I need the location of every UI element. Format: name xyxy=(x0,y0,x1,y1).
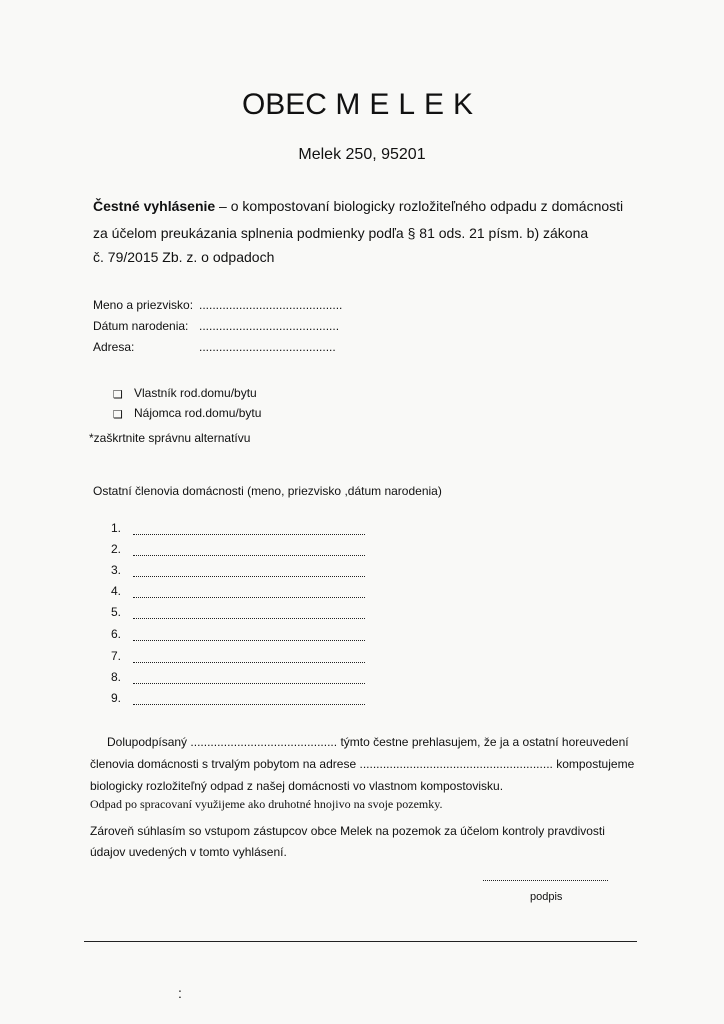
field-address-label: Adresa: xyxy=(93,340,135,354)
members-title: Ostatní členovia domácnosti (meno, priezvisko ,dátum narodenia) xyxy=(93,484,442,498)
municipality-address: Melek 250, 95201 xyxy=(298,146,426,163)
member-number: 5. xyxy=(111,605,122,619)
member-number: 1. xyxy=(111,521,122,535)
field-name-label: Meno a priezvisko: xyxy=(93,298,194,312)
declaration-line2: za účelom preukázania splnenia podmienky podľa § 81 ods. 21 písm. b) zákona xyxy=(93,225,589,241)
statement-line3: biologicky rozložiteľný odpad z našej domácnosti vo vlastnom kompostovisku. xyxy=(90,779,504,793)
signature-label: podpis xyxy=(530,891,563,903)
checkbox-owner-label: Vlastník rod.domu/bytu xyxy=(134,386,257,400)
title-municipality-name: MELEK xyxy=(335,88,483,121)
member-line[interactable] xyxy=(133,576,365,577)
divider xyxy=(84,941,637,942)
member-line[interactable] xyxy=(133,662,365,663)
statement-line5: Zároveň súhlasím so vstupom zástupcov obce Melek na pozemok za účelom kontroly pravdivosti xyxy=(90,824,605,838)
statement-text: týmto čestne prehlasujem, že ja a ostatní horeuvedení xyxy=(340,735,629,749)
footer-mark: : xyxy=(178,985,182,1001)
member-number: 3. xyxy=(111,563,122,577)
statement-line1 xyxy=(107,735,629,749)
member-number: 9. xyxy=(111,691,122,705)
field-address-input[interactable]: ......................................... xyxy=(199,340,336,354)
declaration-bold-label: Čestné vyhlásenie xyxy=(93,198,216,214)
member-line[interactable] xyxy=(133,704,365,705)
statement-text: členovia domácnosti s trvalým pobytom na adrese xyxy=(90,757,357,771)
statement-line2 xyxy=(90,757,634,771)
checkbox-owner[interactable]: ❑ xyxy=(113,389,123,401)
field-birthdate-label: Dátum narodenia: xyxy=(93,319,189,333)
field-birthdate-input[interactable]: .......................................... xyxy=(199,319,340,333)
declaration-line1: – o kompostovaní biologicky rozložiteľného odpadu z domácnosti xyxy=(215,198,624,214)
statement-line6: údajov uvedených v tomto vyhlásení. xyxy=(90,845,287,859)
member-number: 4. xyxy=(111,584,122,598)
member-line[interactable] xyxy=(133,618,365,619)
member-line[interactable] xyxy=(133,534,365,535)
checkbox-tenant-label: Nájomca rod.domu/bytu xyxy=(134,406,262,420)
statement-text: kompostujeme xyxy=(556,757,635,771)
page-title xyxy=(0,88,724,122)
title-obec: OBEC xyxy=(241,88,327,121)
member-line[interactable] xyxy=(133,597,365,598)
member-number: 7. xyxy=(111,649,122,663)
member-line[interactable] xyxy=(133,555,365,556)
member-line[interactable] xyxy=(133,683,365,684)
member-number: 6. xyxy=(111,627,122,641)
statement-name-input[interactable]: ............................................ xyxy=(190,735,338,749)
statement-address-input[interactable]: .......................................................... xyxy=(359,757,553,771)
member-number: 8. xyxy=(111,670,122,684)
signature-line[interactable] xyxy=(483,880,608,881)
checkbox-note: *zaškrtnite správnu alternatívu xyxy=(89,431,251,445)
field-name-input[interactable]: ........................................... xyxy=(199,298,343,312)
member-line[interactable] xyxy=(133,640,365,641)
declaration-line3: č. 79/2015 Zb. z. o odpadoch xyxy=(93,249,275,265)
checkbox-tenant[interactable]: ❑ xyxy=(113,409,123,421)
statement-line4: Odpad po spracovaní využijeme ako druhotné hnojivo na svoje pozemky. xyxy=(90,797,443,811)
member-number: 2. xyxy=(111,542,122,556)
declaration-heading xyxy=(93,198,623,214)
statement-undersigned: Dolupodpísaný xyxy=(107,735,188,749)
